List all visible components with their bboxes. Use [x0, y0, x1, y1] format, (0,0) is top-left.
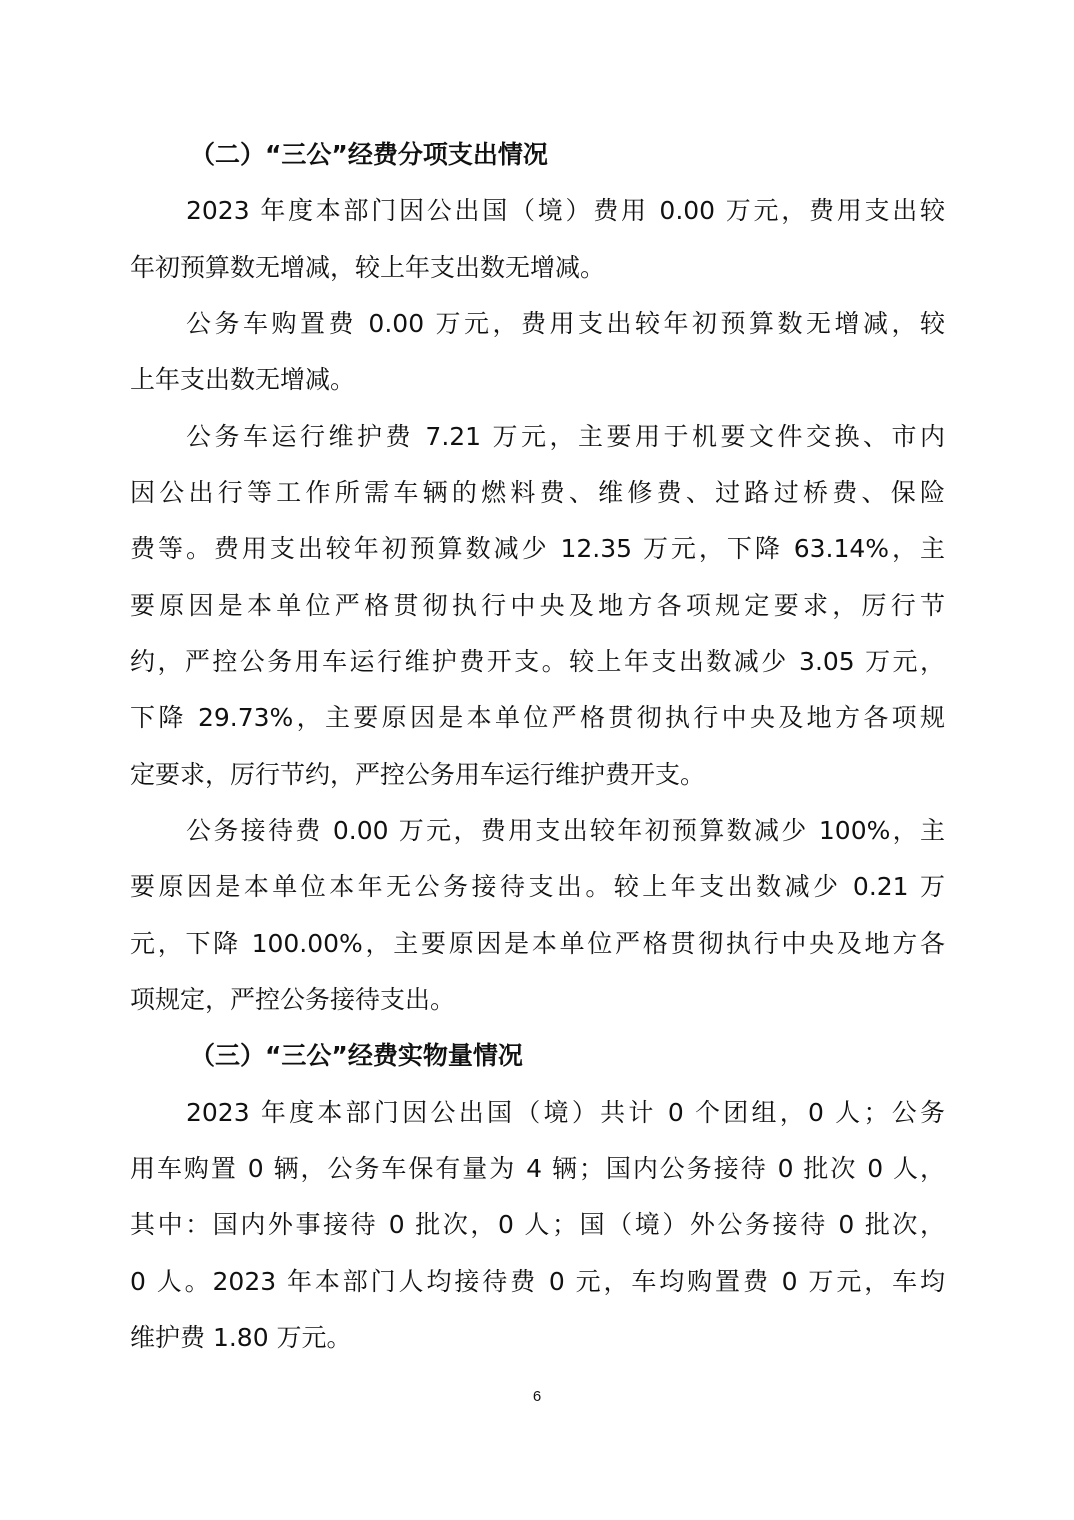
- paragraph-line: 要原因是本单位严格贯彻执行中央及地方各项规定要求，厉行节: [130, 590, 945, 620]
- paragraph-line: 0 人。2023 年本部门人均接待费 0 元，车均购置费 0 万元，车均: [130, 1266, 945, 1296]
- paragraph-line: 公务接待费 0.00 万元，费用支出较年初预算数减少 100%，主: [186, 815, 945, 845]
- paragraph-line: 2023 年度本部门因公出国（境）费用 0.00 万元，费用支出较: [186, 196, 945, 226]
- paragraph-line: 公务车购置费 0.00 万元，费用支出较年初预算数无增减，较: [186, 308, 945, 338]
- paragraph-line: 维护费 1.80 万元。: [130, 1322, 352, 1352]
- paragraph-line: 项规定，严控公务接待支出。: [130, 984, 456, 1014]
- document-body: [130, 127, 945, 1366]
- paragraph-line: 公务车运行维护费 7.21 万元，主要用于机要文件交换、市内: [186, 421, 945, 451]
- paragraph-line: 其中：国内外事接待 0 批次，0 人；国（境）外公务接待 0 批次，: [130, 1210, 945, 1240]
- paragraph-line: 用车购置 0 辆，公务车保有量为 4 辆；国内公务接待 0 批次 0 人，: [130, 1153, 945, 1183]
- section-heading: （三）“三公”经费实物量情况: [190, 1041, 523, 1071]
- paragraph-line: 因公出行等工作所需车辆的燃料费、维修费、过路过桥费、保险: [130, 477, 945, 507]
- paragraph-line: 年初预算数无增减，较上年支出数无增减。: [130, 252, 606, 282]
- paragraph-line: 元，下降 100.00%，主要原因是本单位严格贯彻执行中央及地方各: [130, 928, 945, 958]
- paragraph-line: 约，严控公务用车运行维护费开支。较上年支出数减少 3.05 万元，: [130, 646, 945, 676]
- paragraph-line: 要原因是本单位本年无公务接待支出。较上年支出数减少 0.21 万: [130, 872, 945, 902]
- page-number: 6: [532, 1388, 542, 1405]
- paragraph-line: 上年支出数无增减。: [130, 365, 356, 395]
- paragraph-line: 2023 年度本部门因公出国（境）共计 0 个团组，0 人；公务: [186, 1097, 945, 1127]
- paragraph-line: 定要求，厉行节约，严控公务用车运行维护费开支。: [130, 759, 706, 789]
- paragraph-line: 费等。费用支出较年初预算数减少 12.35 万元，下降 63.14%，主: [130, 534, 945, 564]
- section-heading: （二）“三公”经费分项支出情况: [190, 140, 548, 169]
- paragraph-line: 下降 29.73%，主要原因是本单位严格贯彻执行中央及地方各项规: [130, 703, 945, 733]
